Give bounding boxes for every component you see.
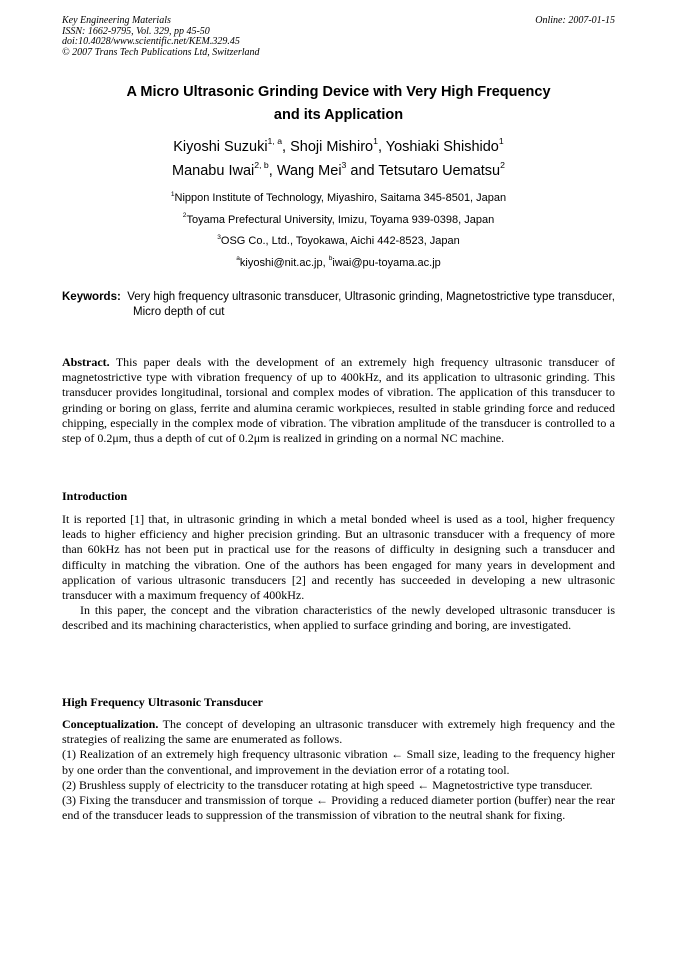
online-date: Online: 2007-01-15 xyxy=(535,15,615,26)
author-name: Wang Mei xyxy=(276,163,342,179)
copyright-line: © 2007 Trans Tech Publications Ltd, Switzerland xyxy=(62,46,260,58)
affiliation xyxy=(62,188,615,210)
keywords-text: Very high frequency ultrasonic transducer, Ultrasonic grinding, Magnetostrictive type transducer, Micro depth of cut xyxy=(127,291,615,318)
author-affil-sup: 3 xyxy=(341,160,347,171)
author-list xyxy=(62,135,615,183)
email-address: kiyoshi@nit.ac.jp, xyxy=(239,256,326,269)
concept-label: Conceptualization. xyxy=(62,717,159,731)
abstract-label: Abstract. xyxy=(62,355,110,369)
author-affil-sup: 2, b xyxy=(254,160,269,171)
abstract-block xyxy=(62,355,615,446)
keywords-block xyxy=(62,290,615,319)
list-item: (1) Realization of an extremely high frequency ultrasonic vibration ← Small size, leading to the frequency higher by one order than the conventional, and improvement in the deviation error of a rotating tool. xyxy=(62,747,615,777)
abstract-text: This paper deals with the development of an extremely high frequency ultrasonic transducer of magnetostrictive type with vibration frequency of up to 400kHz, and its application to ultrasonic grinding. This transducer provides longitudinal, torsional and complex modes of vibration. The application of this transducer to grinding or boring on glass, ferrite and alumina ceramic workpieces, resulted in stable grinding force and reduced chipping, especially in the complex mode of vibration. The vibration amplitude of the transducer is controlled to a step of 0.2μm, thus a depth of cut of 0.2μm is realized in grinding on a normal NC machine. xyxy=(62,355,615,446)
list-item: (3) Fixing the transducer and transmission of torque ← Providing a reduced diameter portion (buffer) near the rear end of the transducer leads to suppression of the transmission of vibration to the neutral shank for fixing. xyxy=(62,793,615,823)
affiliation xyxy=(62,210,615,232)
author-name: Kiyoshi Suzuki xyxy=(173,139,268,155)
affiliation-sup: 1 xyxy=(170,190,175,198)
affiliation-text: Toyama Prefectural University, Imizu, Toyama 939-0398, Japan xyxy=(186,213,495,226)
affiliation-sup: 3 xyxy=(217,233,221,241)
author-name: Shoji Mishiro xyxy=(290,139,374,155)
author-name: Yoshiaki Shishido xyxy=(385,139,499,155)
keywords-label: Keywords: xyxy=(62,291,121,303)
email-sup: b xyxy=(328,255,333,263)
affiliation-text: Nippon Institute of Technology, Miyashiro, Saitama 345-8501, Japan xyxy=(174,192,507,204)
issn-line: ISSN: 1662-9795, Vol. 329, pp 45-50 xyxy=(62,25,210,37)
author-affil-sup: 1 xyxy=(498,136,504,147)
author-line-1: Kiyoshi Suzuki$^{1, a}$, Shoji Mishiro$^1$, Yoshiaki Shishido$^1$ xyxy=(173,136,504,155)
doi-line: doi:10.4028/www.scientific.net/KEM.329.45 xyxy=(62,36,240,47)
author-affil-sup: 1, a xyxy=(267,136,283,147)
title-line-2: and its Application xyxy=(273,107,404,123)
keywords-paragraph xyxy=(62,290,615,319)
email-address: iwai@pu-toyama.ac.jp xyxy=(332,256,441,269)
introduction-body xyxy=(62,512,615,634)
author-line-2: Manabu Iwai$^{2, b}$, Wang Mei$^3$ and Tetsutaro Uematsu$^2$ xyxy=(172,160,505,179)
introduction-heading: Introduction xyxy=(62,489,128,503)
author-name: Manabu Iwai xyxy=(172,163,255,179)
concept-paragraph xyxy=(62,717,615,747)
introduction-paragraph-2: In this paper, the concept and the vibration characteristics of the newly developed ultrasonic transducer is described and its machining characteristics, when applied to surface grinding and boring, are investigated. xyxy=(62,603,615,633)
author-conjunction: and xyxy=(350,163,375,179)
author-affil-sup: 1 xyxy=(373,136,378,147)
journal-meta xyxy=(62,16,260,58)
affiliation xyxy=(62,231,615,253)
list-item: (2) Brushless supply of electricity to the transducer rotating at high speed ← Magnetostrictive type transducer. xyxy=(62,777,593,792)
section-heading: High Frequency Ultrasonic Transducer xyxy=(62,695,263,709)
author-name: Tetsutaro Uematsu xyxy=(378,163,501,179)
author-affil-sup: 2 xyxy=(500,160,505,171)
concept-text: The concept of developing an ultrasonic transducer with extremely high frequency and the strategies of realizing the same are enumerated as follows. xyxy=(62,717,615,747)
email-sup: a xyxy=(236,255,240,263)
abstract-paragraph xyxy=(62,355,615,446)
paper-title xyxy=(62,81,615,127)
journal-name: Key Engineering Materials xyxy=(62,15,171,26)
affiliation-text: OSG Co., Ltd., Toyokawa, Aichi 442-8523, Japan xyxy=(220,235,460,247)
email-line xyxy=(62,253,615,275)
section-body xyxy=(62,717,615,823)
introduction-paragraph-1: It is reported [1] that, in ultrasonic grinding in which a metal bonded wheel is used as a tool, higher frequency leads to higher efficiency and higher precision grinding. But an ultrasonic transducer with a frequency of more than 60kHz has not been put in practical use for the reasons of difficulty in designing such a transducer and difficulty in matching the vibration. One of the authors has been engaged for many years in development and application of various ultrasonic transducers [2] and recently has succeeded in developing a new ultrasonic transducer with a maximum frequency of 400kHz. xyxy=(62,512,615,603)
affiliation-list xyxy=(62,188,615,274)
title-line-1: A Micro Ultrasonic Grinding Device with Very High Frequency xyxy=(126,84,551,100)
affiliation-sup: 2 xyxy=(182,212,187,220)
